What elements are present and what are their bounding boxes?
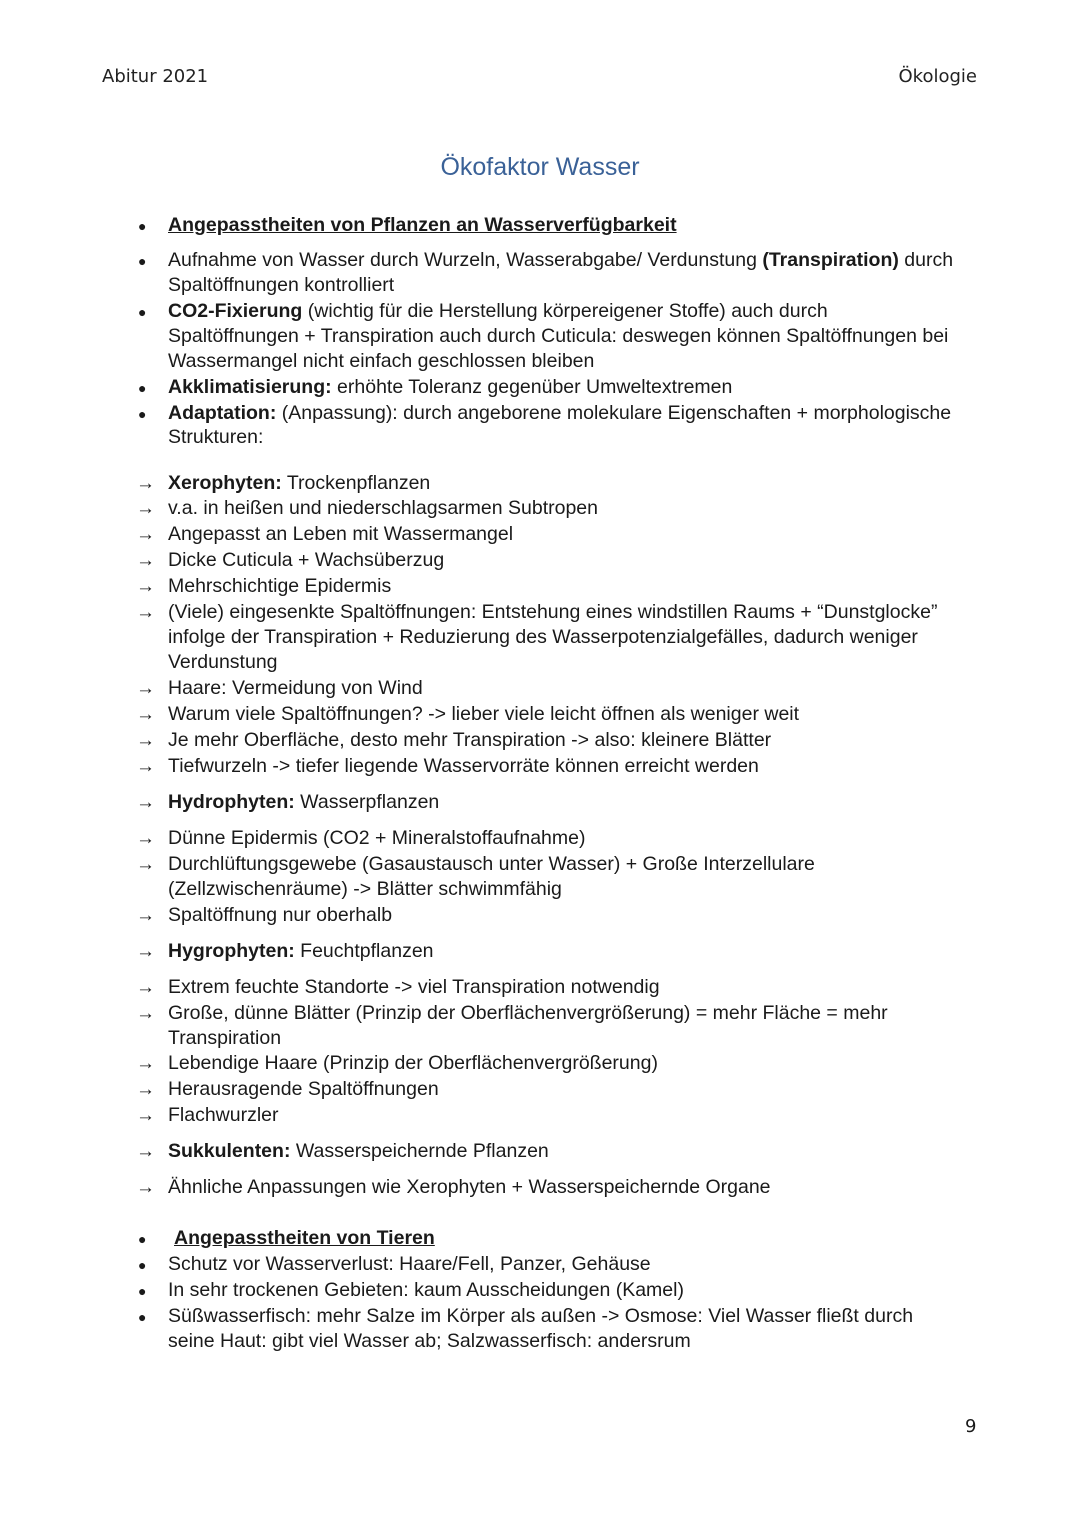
hygro-heading: Hygrophyten: Feuchtpflanzen (168, 940, 434, 962)
arrow-right-icon: → (136, 756, 155, 777)
arrow-right-icon: → (136, 1079, 155, 1100)
plants-bullet-1: Aufnahme von Wasser durch Wurzeln, Wasserabgabe/ Verdunstung (Transpiration) durch (168, 249, 954, 271)
plants-bullet-4: Adaptation: (Anpassung): durch angeborene molekulare Eigenschaften + morphologische (168, 402, 952, 424)
xero-heading: Xerophyten: Trockenpflanzen (168, 472, 431, 494)
arrow-right-icon: → (136, 576, 155, 597)
xero-item-5-cont: infolge der Transpiration + Reduzierung des Wasserpotenzialgefälles, dadurch weniger (168, 626, 918, 648)
animals-bullet-3-cont: seine Haut: gibt viel Wasser ab; Salzwasserfisch: andersrum (168, 1330, 691, 1352)
animals-heading: Angepasstheiten von Tieren (174, 1227, 435, 1249)
plants-bullet-2: CO2-Fixierung (wichtig für die Herstellung körpereigener Stoffe) auch durch (168, 300, 828, 322)
arrow-right-icon: → (136, 498, 155, 519)
arrow-right-icon: → (136, 704, 155, 725)
bullet-icon: ● (138, 1283, 147, 1299)
hydro-heading: Hydrophyten: Wasserpflanzen (168, 791, 440, 813)
arrow-right-icon: → (136, 1003, 155, 1024)
xero-item-2: Angepasst an Leben mit Wassermangel (168, 523, 514, 545)
page-number: 9 (965, 1416, 977, 1437)
header-right: Ökologie (898, 66, 977, 87)
plants-bullet-3: Akklimatisierung: erhöhte Toleranz gegenüber Umweltextremen (168, 376, 733, 398)
arrow-right-icon: → (136, 678, 155, 699)
bullet-icon: ● (138, 380, 147, 396)
hydro-item-3: Spaltöffnung nur oberhalb (168, 904, 393, 926)
xero-item-4: Mehrschichtige Epidermis (168, 575, 392, 597)
plants-bullet-4-cont: Strukturen: (168, 426, 264, 448)
hygro-item-2: Große, dünne Blätter (Prinzip der Oberflächenvergrößerung) = mehr Fläche = mehr (168, 1002, 888, 1024)
bullet-icon: ● (138, 218, 147, 234)
hygro-item-3: Lebendige Haare (Prinzip der Oberflächenvergrößerung) (168, 1052, 658, 1074)
arrow-right-icon: → (136, 828, 155, 849)
sukk-item-1: Ähnliche Anpassungen wie Xerophyten + Wasserspeichernde Organe (168, 1176, 771, 1198)
arrow-right-icon: → (136, 550, 155, 571)
xero-item-8: Je mehr Oberfläche, desto mehr Transpiration -> also: kleinere Blätter (168, 729, 772, 751)
xero-item-3: Dicke Cuticula + Wachsüberzug (168, 549, 445, 571)
arrow-right-icon: → (136, 524, 155, 545)
arrow-right-icon: → (136, 1177, 155, 1198)
xero-item-9: Tiefwurzeln -> tiefer liegende Wasservorräte können erreicht werden (168, 755, 759, 777)
xero-item-7: Warum viele Spaltöffnungen? -> lieber viele leicht öffnen als weniger weit (168, 703, 800, 725)
animals-bullet-3: Süßwasserfisch: mehr Salze im Körper als außen -> Osmose: Viel Wasser fließt durch (168, 1305, 914, 1327)
arrow-right-icon: → (136, 473, 155, 494)
arrow-right-icon: → (136, 730, 155, 751)
bullet-icon: ● (138, 1231, 147, 1247)
hygro-item-5: Flachwurzler (168, 1104, 279, 1126)
bullet-icon: ● (138, 253, 147, 269)
xero-item-6: Haare: Vermeidung von Wind (168, 677, 423, 699)
header-left: Abitur 2021 (102, 66, 209, 87)
hydro-item-2: Durchlüftungsgewebe (Gasaustausch unter Wasser) + Große Interzellulare (168, 853, 815, 875)
bullet-icon: ● (138, 1257, 147, 1273)
arrow-right-icon: → (136, 602, 155, 623)
hydro-item-1: Dünne Epidermis (CO2 + Mineralstoffaufnahme) (168, 827, 586, 849)
sukk-heading: Sukkulenten: Wasserspeichernde Pflanzen (168, 1140, 549, 1162)
arrow-right-icon: → (136, 1141, 155, 1162)
bullet-icon: ● (138, 304, 147, 320)
arrow-right-icon: → (136, 854, 155, 875)
arrow-right-icon: → (136, 792, 155, 813)
arrow-right-icon: → (136, 1053, 155, 1074)
plants-bullet-2-cont2: Wassermangel nicht einfach geschlossen bleiben (168, 350, 595, 372)
hygro-item-1: Extrem feuchte Standorte -> viel Transpiration notwendig (168, 976, 660, 998)
bullet-icon: ● (138, 406, 147, 422)
hygro-item-4: Herausragende Spaltöffnungen (168, 1078, 439, 1100)
arrow-right-icon: → (136, 977, 155, 998)
xero-item-5-cont2: Verdunstung (168, 651, 278, 673)
animals-bullet-2: In sehr trockenen Gebieten: kaum Ausscheidungen (Kamel) (168, 1279, 684, 1301)
page-title: Ökofaktor Wasser (440, 153, 640, 181)
hydro-item-2-cont: (Zellzwischenräume) -> Blätter schwimmfähig (168, 878, 562, 900)
arrow-right-icon: → (136, 1105, 155, 1126)
plants-bullet-2-cont1: Spaltöffnungen + Transpiration auch durch Cuticula: deswegen können Spaltöffnungen bei (168, 325, 949, 347)
xero-item-5: (Viele) eingesenkte Spaltöffnungen: Entstehung eines windstillen Raums + “Dunstglocke” (168, 601, 938, 623)
hygro-item-2-cont: Transpiration (168, 1027, 282, 1049)
plants-heading: Angepasstheiten von Pflanzen an Wasserverfügbarkeit (168, 214, 677, 236)
arrow-right-icon: → (136, 905, 155, 926)
xero-item-1: v.a. in heißen und niederschlagsarmen Subtropen (168, 497, 598, 519)
arrow-right-icon: → (136, 941, 155, 962)
animals-bullet-1: Schutz vor Wasserverlust: Haare/Fell, Panzer, Gehäuse (168, 1253, 651, 1275)
bullet-icon: ● (138, 1309, 147, 1325)
plants-bullet-1-cont: Spaltöffnungen kontrolliert (168, 274, 395, 296)
